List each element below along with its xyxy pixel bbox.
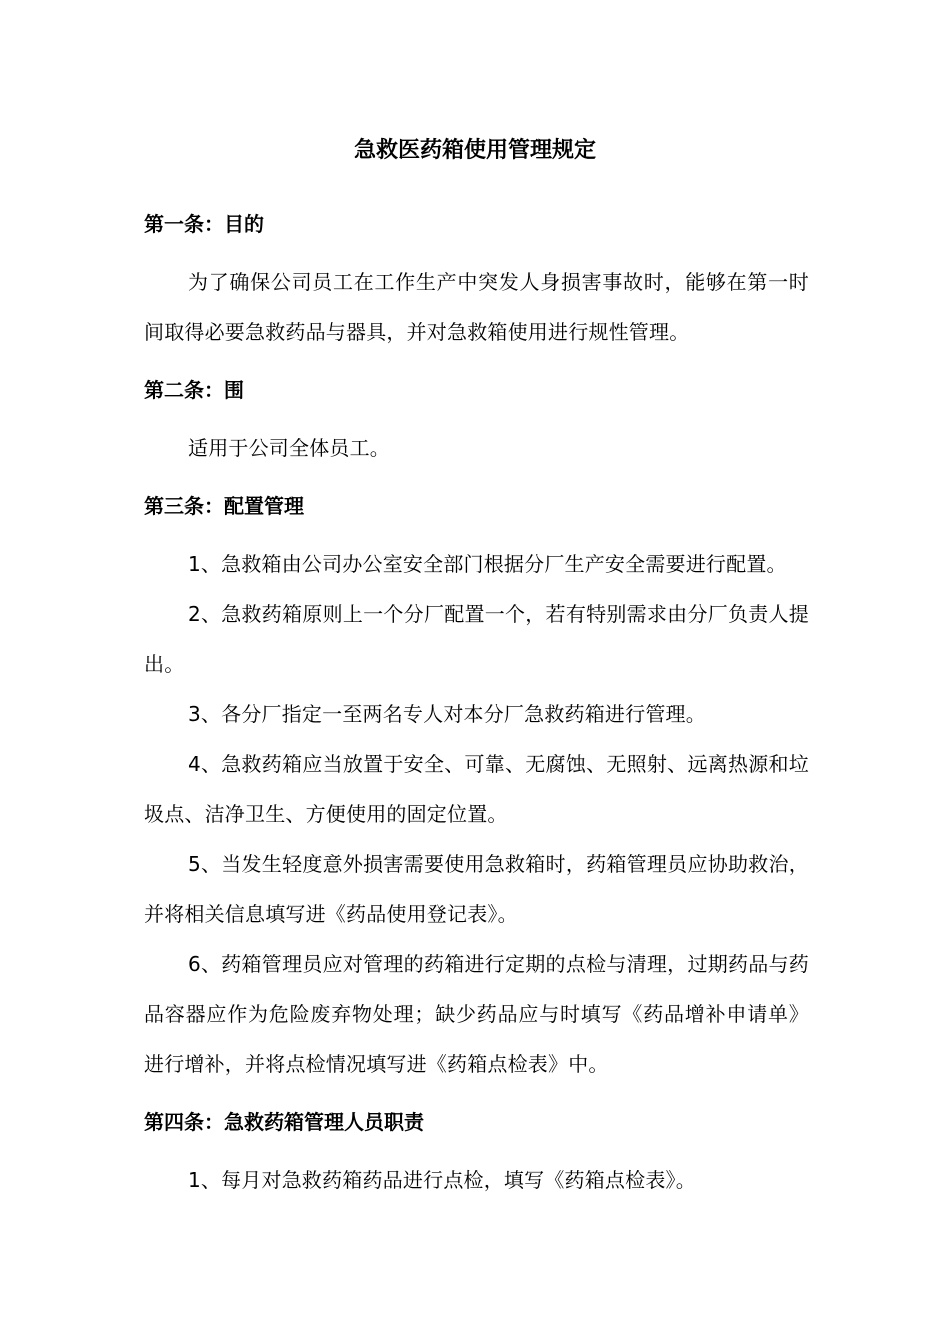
paragraph: 6、药箱管理员应对管理的药箱进行定期的点检与清理，过期药品与药品容器应作为危险废弃物处理；缺少药品应与时填写《药品增补申请单》进行增补，并将点检情况填写进《药箱点检表》中。 — [144, 952, 809, 1076]
paragraph: 4、急救药箱应当放置于安全、可靠、无腐蚀、无照射、远离热源和垃圾点、洁净卫生、方便使用的固定位置。 — [144, 752, 809, 826]
section-heading: 第四条：急救药箱管理人员职责 — [144, 1110, 424, 1134]
paragraph: 5、当发生轻度意外损害需要使用急救箱时，药箱管理员应协助救治，并将相关信息填写进《药品使用登记表》。 — [144, 852, 809, 926]
document-title: 急救医药箱使用管理规定 — [353, 138, 596, 163]
paragraph: 2、急救药箱原则上一个分厂配置一个，若有特别需求由分厂负责人提出。 — [144, 602, 809, 676]
paragraph: 3、各分厂指定一至两名专人对本分厂急救药箱进行管理。 — [188, 702, 706, 726]
paragraph: 1、每月对急救药箱药品进行点检，填写《药箱点检表》。 — [188, 1168, 696, 1192]
section-manager-duties — [144, 1105, 809, 1205]
section-heading: 第一条：目的 — [144, 212, 264, 236]
paragraph: 为了确保公司员工在工作生产中突发人身损害事故时，能够在第一时间取得必要急救药品与器具，并对急救箱使用进行规性管理。 — [144, 270, 809, 344]
section-scope — [144, 373, 809, 473]
section-configuration — [144, 489, 809, 1089]
section-purpose — [144, 207, 809, 357]
section-heading: 第三条：配置管理 — [144, 494, 304, 518]
paragraph: 1、急救箱由公司办公室安全部门根据分厂生产安全需要进行配置。 — [188, 552, 787, 576]
paragraph: 适用于公司全体员工。 — [188, 436, 390, 460]
section-heading: 第二条：围 — [144, 378, 244, 402]
document-body — [144, 207, 809, 1205]
